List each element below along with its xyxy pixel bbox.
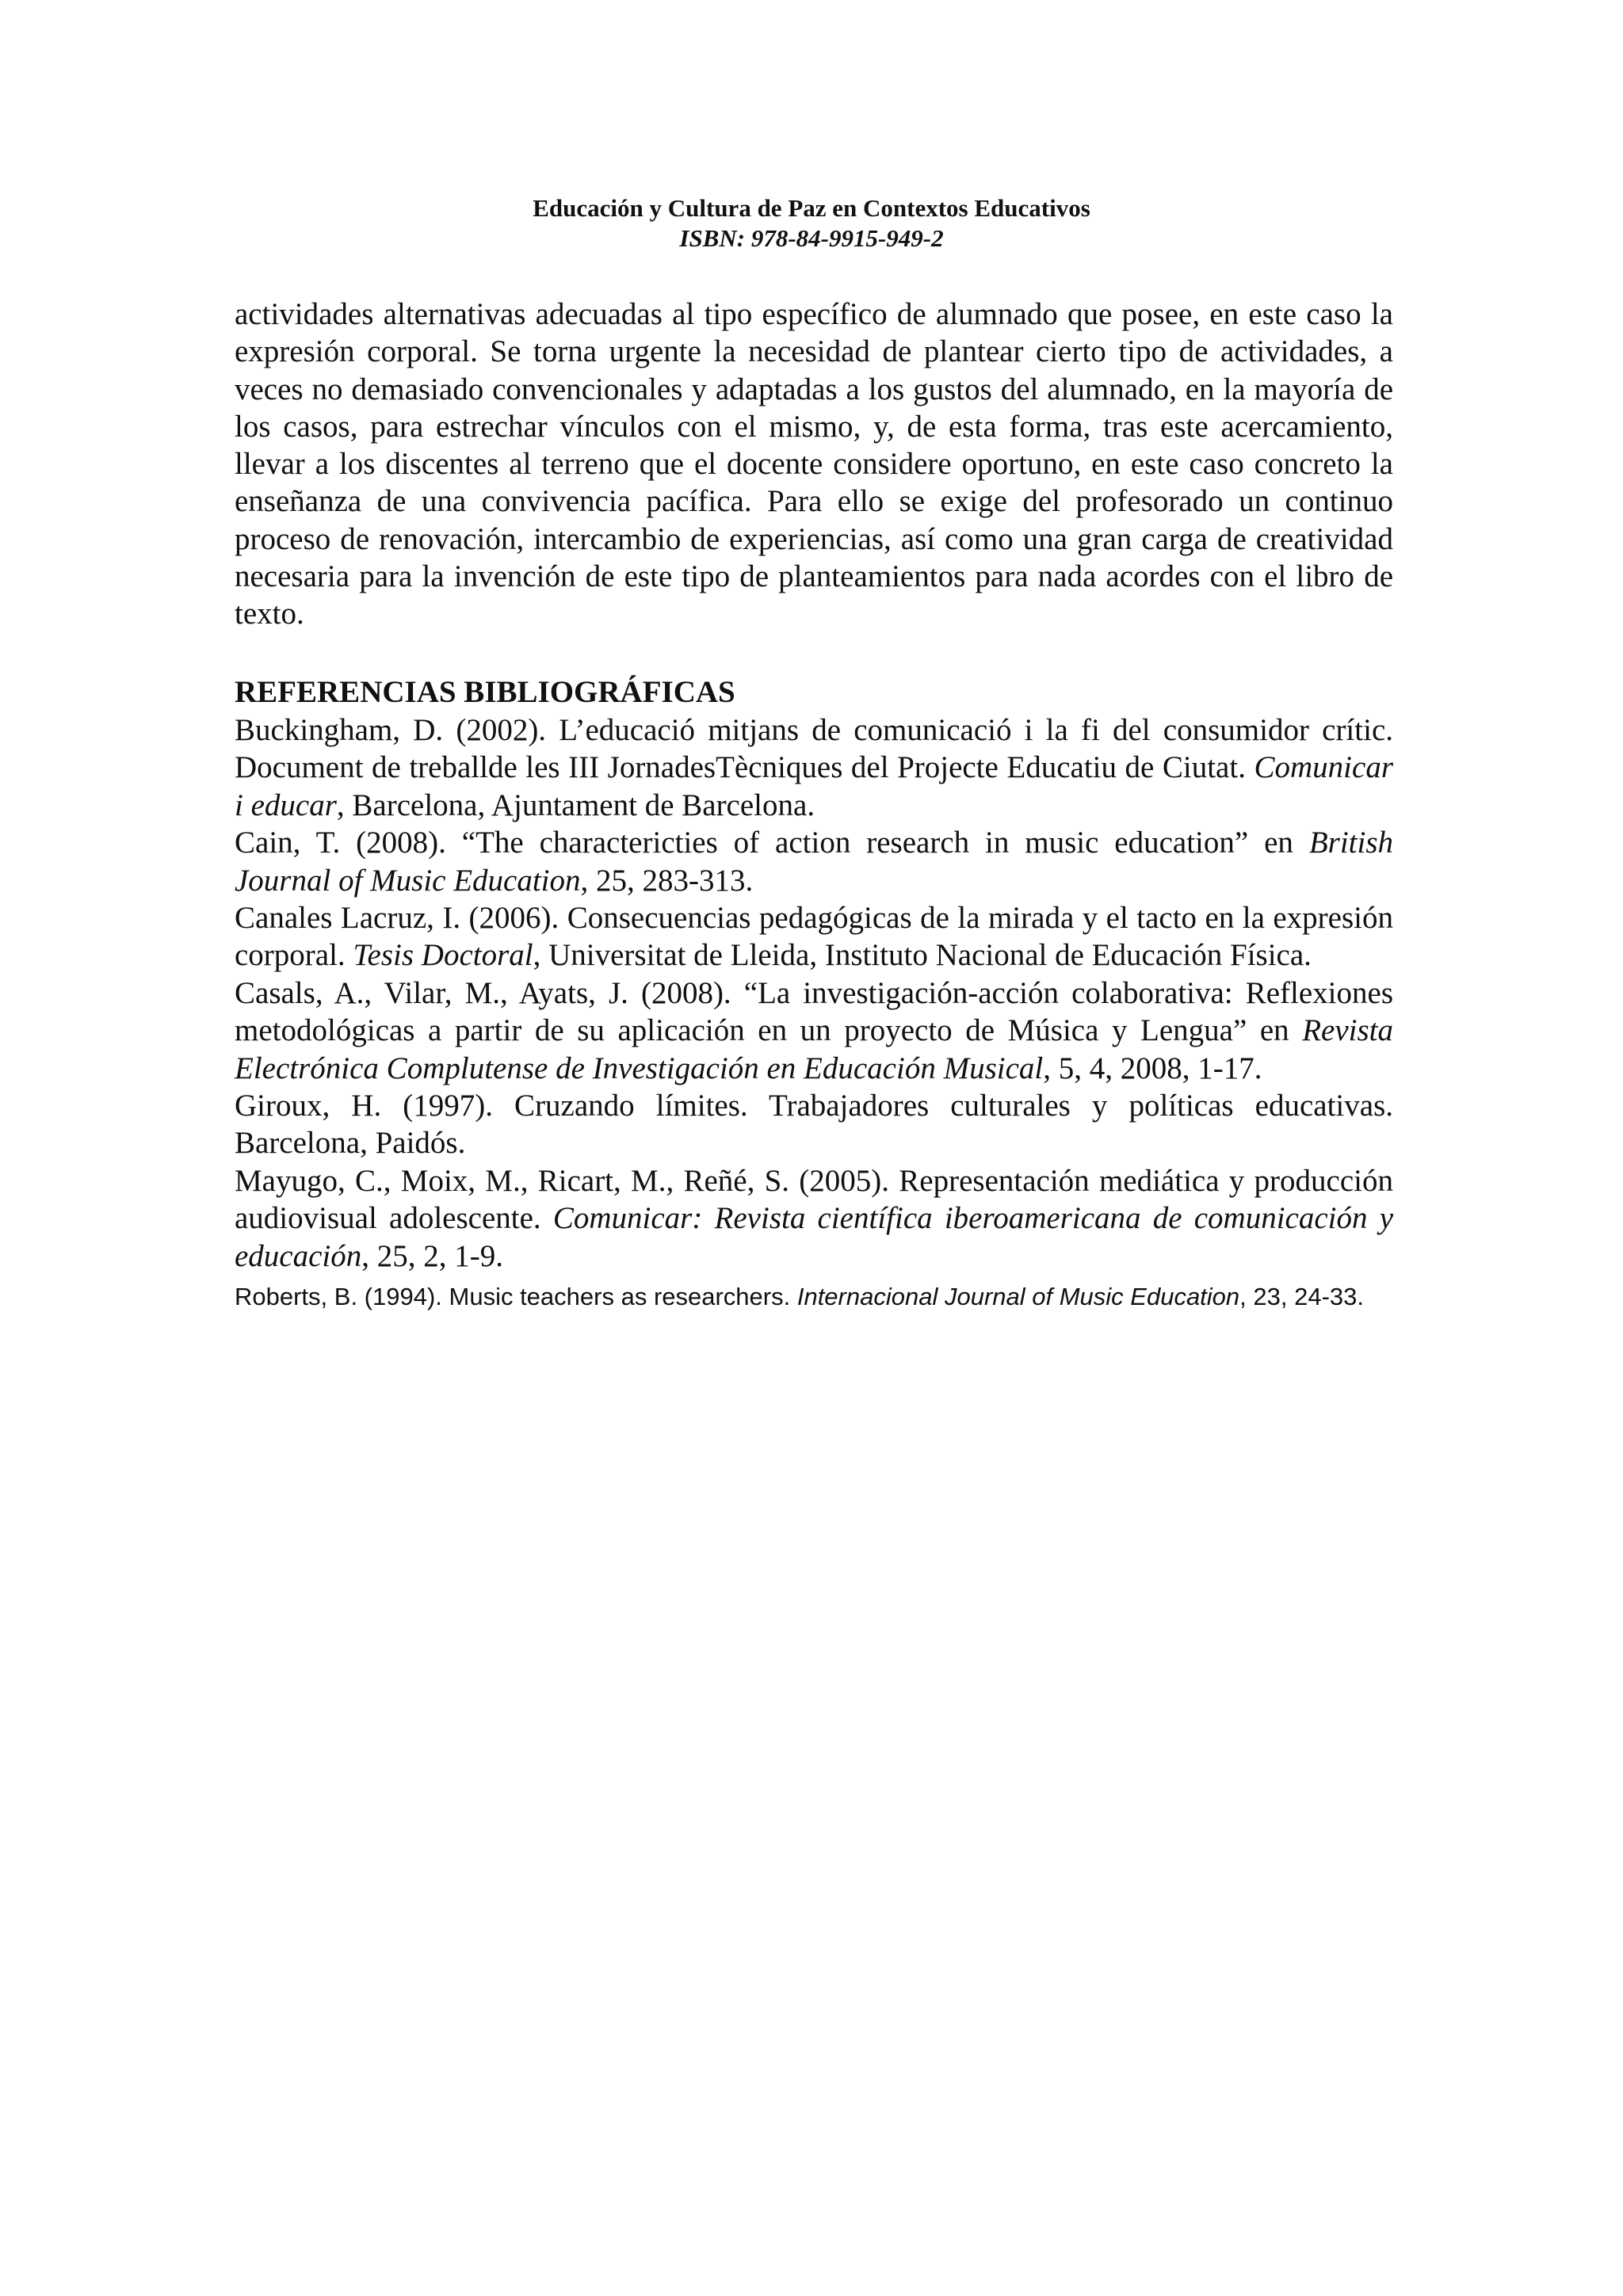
- reference-details: , Barcelona, Ajuntament de Barcelona.: [336, 788, 815, 822]
- reference-details: , 25, 283-313.: [580, 863, 754, 898]
- reference-text: Roberts, B. (1994). Music teachers as researchers.: [235, 1283, 797, 1311]
- reference-item: [235, 824, 1393, 899]
- isbn-line: ISBN: 978-84-9915-949-2: [679, 224, 944, 252]
- book-title: Educación y Cultura de Paz en Contextos Educativos: [533, 194, 1090, 222]
- reference-item: [235, 974, 1393, 1087]
- reference-source: Comunicar: Revista científica iberoamericana de comunicación y educación: [235, 1201, 1393, 1273]
- references-heading: REFERENCIAS BIBLIOGRÁFICAS: [235, 675, 735, 709]
- reference-details: , 25, 2, 1-9.: [361, 1238, 504, 1273]
- body-text: [235, 296, 1393, 633]
- reference-source: Comunicar i educar: [235, 750, 1393, 822]
- reference-item: [235, 1087, 1393, 1162]
- reference-source: Revista Electrónica Complutense de Investigación en Educación Musical: [235, 1013, 1393, 1085]
- reference-text: Buckingham, D. (2002). L’educació mitjans de comunicació i la fi del consumidor crític. Document de treballde les III JornadesTècniques del Projecte Educatiu de Ciutat.: [235, 713, 1393, 785]
- reference-item: [235, 899, 1393, 974]
- reference-text: Mayugo, C., Moix, M., Ricart, M., Reñé, S. (2005). Representación mediática y producción audiovisual adolescente.: [235, 1163, 1393, 1236]
- reference-item: [235, 711, 1393, 824]
- reference-item: [235, 1162, 1393, 1275]
- reference-source: Internacional Journal of Music Education: [796, 1283, 1240, 1311]
- reference-source: British Journal of Music Education: [235, 826, 1393, 898]
- reference-text: Cain, T. (2008). “The charactericties of action research in music education” en: [235, 826, 1309, 860]
- body-paragraph: actividades alternativas adecuadas al tipo específico de alumnado que posee, en este caso la expresión corporal. Se torna urgente la necesidad de plantear cierto tipo de actividades, a veces no demasiado convencionales y adaptadas a los gustos del alumnado, en la mayoría de los casos, para estrechar vínculos con el mismo, y, de esta forma, tras este acercamiento, llevar a los discentes al terreno que el docente considere oportuno, en este caso concreto la enseñanza de una convivencia pacífica. Para ello se exige del profesorado un continuo proceso de renovación, intercambio de experiencias, así como una gran carga de creatividad necesaria para la invención de este tipo de planteamientos para nada acordes con el libro de texto.: [235, 297, 1393, 631]
- reference-item: [235, 1281, 1393, 1313]
- reference-details: , 23, 24-33.: [1239, 1283, 1365, 1311]
- reference-text: Giroux, H. (1997). Cruzando límites. Trabajadores culturales y políticas educativas. Barcelona, Paidós.: [235, 1089, 1393, 1161]
- running-header: [0, 193, 1623, 254]
- reference-source: Tesis Doctoral: [353, 938, 533, 973]
- reference-details: , Universitat de Lleida, Instituto Nacional de Educación Física.: [533, 938, 1312, 973]
- reference-details: , 5, 4, 2008, 1-17.: [1043, 1051, 1262, 1085]
- references-list: [235, 711, 1393, 1313]
- reference-text: Canales Lacruz, I. (2006). Consecuencias pedagógicas de la mirada y el tacto en la expresión corporal.: [235, 901, 1393, 973]
- reference-text: Casals, A., Vilar, M., Ayats, J. (2008). “La investigación-acción colaborativa: Reflexiones metodológicas a partir de su aplicación en un proyecto de Música y Lengua” en: [235, 975, 1393, 1048]
